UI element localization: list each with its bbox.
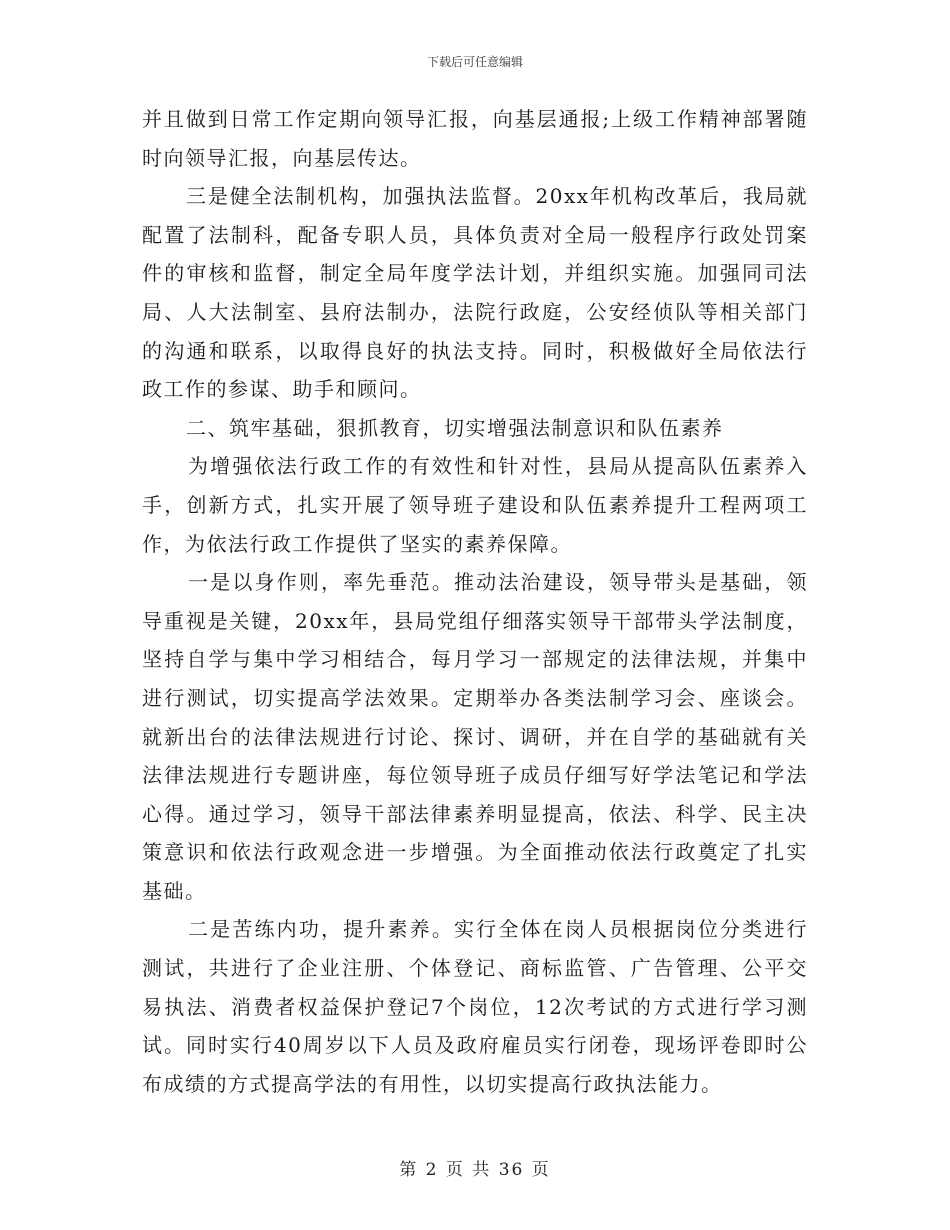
page-header: 下载后可任意编辑 <box>426 55 523 69</box>
document-body <box>142 100 808 1103</box>
paragraph-4: 一是以身作则，率先垂范。推动法治建设，领导带头是基础，领导重视是关键，20xx年，县局党组仔细落实领导干部带头学法制度，坚持自学与集中学习相结合，每月学习一部规定的法律法规，并集中进行测试，切实提高学法效果。定期举办各类法制学习会、座谈会。就新出台的法律法规进行讨论、探讨、调研，并在自学的基础就有关法律法规进行专题讲座，每位领导班子成员仔细写好学法笔记和学法心得。通过学习，领导干部法律素养明显提高，依法、科学、民主决策意识和依法行政观念进一步增强。为全面推动依法行政奠定了扎实基础。 <box>142 570 808 903</box>
paragraph-1: 并且做到日常工作定期向领导汇报，向基层通报;上级工作精神部署随时向领导汇报，向基层传达。 <box>142 107 808 170</box>
paragraph-3: 为增强依法行政工作的有效性和针对性，县局从提高队伍素养入手，创新方式，扎实开展了领导班子建设和队伍素养提升工程两项工作，为依法行政工作提供了坚实的素养保障。 <box>142 454 808 556</box>
section-heading: 二、筑牢基础，狠抓教育，切实增强法制意识和队伍素养 <box>186 415 724 440</box>
paragraph-2: 三是健全法制机构，加强执法监督。20xx年机构改革后，我局就配置了法制科，配备专职人员，具体负责对全局一般程序行政处罚案件的审核和监督，制定全局年度学法计划，并组织实施。加强同司法局、人大法制室、县府法制办，法院行政庭，公安经侦队等相关部门的沟通和联系，以取得良好的执法支持。同时，积极做好全局依法行政工作的参谋、助手和顾问。 <box>142 184 808 402</box>
page-number: 第 2 页 共 36 页 <box>399 1160 551 1180</box>
paragraph-5: 二是苦练内功，提升素养。实行全体在岗人员根据岗位分类进行测试，共进行了企业注册、个体登记、商标监管、广告管理、公平交易执法、消费者权益保护登记7个岗位，12次考试的方式进行学习测试。同时实行40周岁以下人员及政府雇员实行闭卷，现场评卷即时公布成绩的方式提高学法的有用性，以切实提高行政执法能力。 <box>142 917 808 1096</box>
